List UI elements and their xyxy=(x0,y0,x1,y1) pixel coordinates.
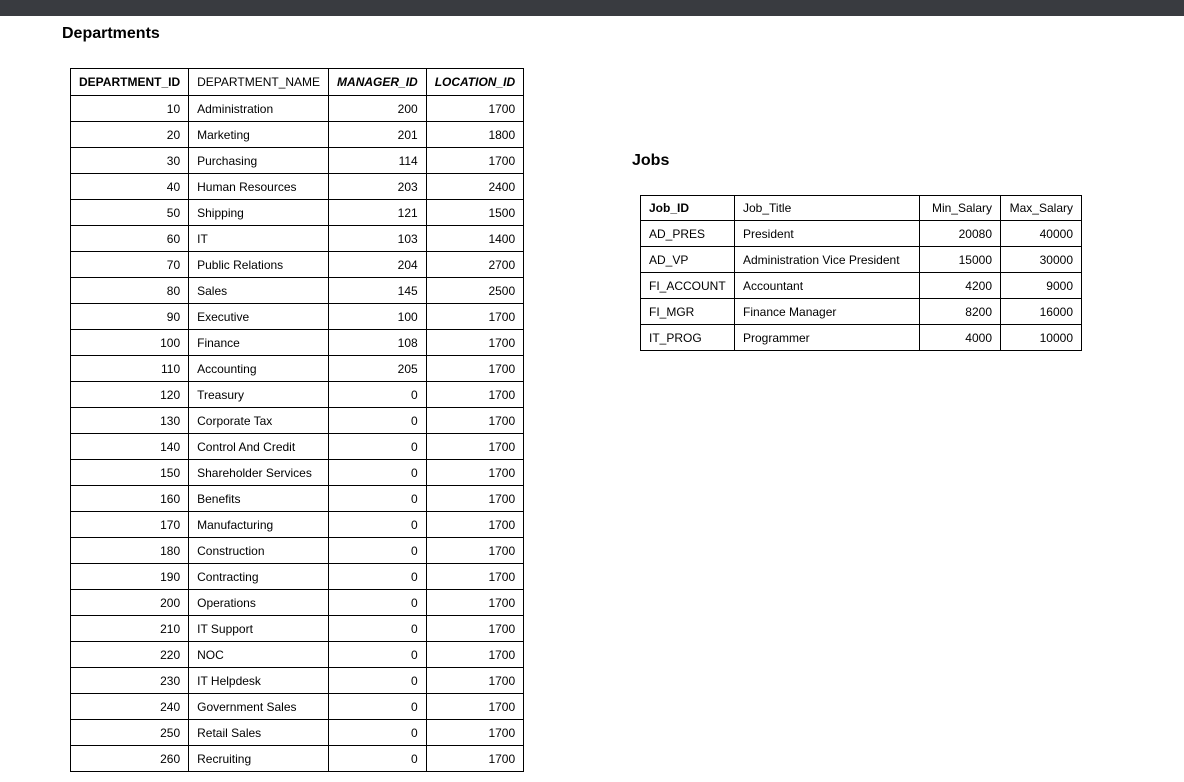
departments-title: Departments xyxy=(62,25,160,42)
table-row xyxy=(71,590,524,616)
table-row xyxy=(71,408,524,434)
table-cell: IT xyxy=(189,226,329,252)
table-cell: 1700 xyxy=(426,642,523,668)
table-cell: 205 xyxy=(329,356,427,382)
jobs-table xyxy=(640,195,1082,351)
table-cell: 0 xyxy=(329,720,427,746)
table-cell: 114 xyxy=(329,148,427,174)
table-cell: 204 xyxy=(329,252,427,278)
table-cell: 15000 xyxy=(920,247,1001,273)
table-cell: 1700 xyxy=(426,148,523,174)
table-cell: 200 xyxy=(329,96,427,122)
table-cell: 40 xyxy=(71,174,189,200)
table-cell: 16000 xyxy=(1001,299,1082,325)
table-row xyxy=(71,122,524,148)
table-cell: AD_VP xyxy=(641,247,735,273)
table-cell: 1700 xyxy=(426,746,523,772)
table-cell: Control And Credit xyxy=(189,434,329,460)
table-cell: 40000 xyxy=(1001,221,1082,247)
table-cell: AD_PRES xyxy=(641,221,735,247)
table-cell: Administration Vice President xyxy=(735,247,920,273)
table-cell: Retail Sales xyxy=(189,720,329,746)
table-row xyxy=(71,512,524,538)
table-cell: Government Sales xyxy=(189,694,329,720)
column-header: Job_Title xyxy=(735,196,920,221)
table-cell: 0 xyxy=(329,642,427,668)
table-cell: Executive xyxy=(189,304,329,330)
table-cell: 1700 xyxy=(426,304,523,330)
table-cell: 20080 xyxy=(920,221,1001,247)
table-cell: Treasury xyxy=(189,382,329,408)
table-cell: 1400 xyxy=(426,226,523,252)
table-cell: 0 xyxy=(329,408,427,434)
table-row xyxy=(641,221,1082,247)
table-cell: 108 xyxy=(329,330,427,356)
column-header: Min_Salary xyxy=(920,196,1001,221)
table-cell: 60 xyxy=(71,226,189,252)
table-row xyxy=(71,460,524,486)
table-cell: 0 xyxy=(329,382,427,408)
table-cell: Corporate Tax xyxy=(189,408,329,434)
table-cell: 120 xyxy=(71,382,189,408)
table-cell: NOC xyxy=(189,642,329,668)
table-row xyxy=(71,356,524,382)
table-row xyxy=(71,720,524,746)
table-cell: 1700 xyxy=(426,330,523,356)
table-cell: 0 xyxy=(329,564,427,590)
table-cell: 0 xyxy=(329,538,427,564)
table-cell: 1700 xyxy=(426,512,523,538)
table-cell: 210 xyxy=(71,616,189,642)
table-cell: Shareholder Services xyxy=(189,460,329,486)
table-row xyxy=(71,668,524,694)
table-row xyxy=(71,226,524,252)
table-cell: 0 xyxy=(329,746,427,772)
column-header: MANAGER_ID xyxy=(329,69,427,96)
table-row xyxy=(71,746,524,772)
table-row xyxy=(641,299,1082,325)
table-cell: 1700 xyxy=(426,590,523,616)
table-row xyxy=(71,96,524,122)
table-cell: IT_PROG xyxy=(641,325,735,351)
table-row xyxy=(71,330,524,356)
table-cell: Accounting xyxy=(189,356,329,382)
table-cell: 1700 xyxy=(426,356,523,382)
table-cell: 1700 xyxy=(426,720,523,746)
table-row xyxy=(71,174,524,200)
table-cell: 1700 xyxy=(426,694,523,720)
table-row xyxy=(71,538,524,564)
table-cell: Human Resources xyxy=(189,174,329,200)
table-row xyxy=(641,273,1082,299)
table-cell: 50 xyxy=(71,200,189,226)
table-row xyxy=(71,564,524,590)
table-cell: 4000 xyxy=(920,325,1001,351)
table-row xyxy=(71,304,524,330)
table-cell: 220 xyxy=(71,642,189,668)
table-cell: Shipping xyxy=(189,200,329,226)
departments-header-row xyxy=(71,69,524,96)
column-header: DEPARTMENT_ID xyxy=(71,69,189,96)
column-header: LOCATION_ID xyxy=(426,69,523,96)
table-cell: 0 xyxy=(329,616,427,642)
table-cell: Benefits xyxy=(189,486,329,512)
table-cell: 1700 xyxy=(426,434,523,460)
table-cell: 1500 xyxy=(426,200,523,226)
column-header: Job_ID xyxy=(641,196,735,221)
table-cell: 240 xyxy=(71,694,189,720)
table-cell: 70 xyxy=(71,252,189,278)
table-cell: 10 xyxy=(71,96,189,122)
table-cell: Recruiting xyxy=(189,746,329,772)
table-cell: 250 xyxy=(71,720,189,746)
table-cell: 1700 xyxy=(426,382,523,408)
table-cell: 260 xyxy=(71,746,189,772)
table-cell: Sales xyxy=(189,278,329,304)
jobs-title: Jobs xyxy=(632,152,670,169)
table-cell: 0 xyxy=(329,512,427,538)
table-cell: Administration xyxy=(189,96,329,122)
table-cell: 2700 xyxy=(426,252,523,278)
table-cell: 1700 xyxy=(426,408,523,434)
table-cell: FI_ACCOUNT xyxy=(641,273,735,299)
table-row xyxy=(71,642,524,668)
table-cell: 103 xyxy=(329,226,427,252)
table-cell: 20 xyxy=(71,122,189,148)
column-header: DEPARTMENT_NAME xyxy=(189,69,329,96)
table-row xyxy=(71,694,524,720)
table-cell: 9000 xyxy=(1001,273,1082,299)
table-cell: 0 xyxy=(329,694,427,720)
table-row xyxy=(71,200,524,226)
table-cell: 160 xyxy=(71,486,189,512)
table-row xyxy=(71,278,524,304)
table-cell: 2500 xyxy=(426,278,523,304)
table-cell: 100 xyxy=(71,330,189,356)
table-cell: Operations xyxy=(189,590,329,616)
table-row xyxy=(71,382,524,408)
table-cell: Accountant xyxy=(735,273,920,299)
table-cell: 203 xyxy=(329,174,427,200)
table-cell: 1700 xyxy=(426,564,523,590)
table-row xyxy=(641,325,1082,351)
table-cell: 1800 xyxy=(426,122,523,148)
table-cell: 1700 xyxy=(426,96,523,122)
table-cell: Purchasing xyxy=(189,148,329,174)
table-cell: 230 xyxy=(71,668,189,694)
top-bar xyxy=(0,0,1184,16)
table-cell: 2400 xyxy=(426,174,523,200)
table-cell: 90 xyxy=(71,304,189,330)
table-cell: 0 xyxy=(329,460,427,486)
table-cell: 190 xyxy=(71,564,189,590)
table-cell: 200 xyxy=(71,590,189,616)
table-cell: 30000 xyxy=(1001,247,1082,273)
table-cell: Programmer xyxy=(735,325,920,351)
table-cell: FI_MGR xyxy=(641,299,735,325)
table-cell: Contracting xyxy=(189,564,329,590)
table-cell: 1700 xyxy=(426,616,523,642)
table-cell: 201 xyxy=(329,122,427,148)
table-row xyxy=(71,148,524,174)
table-cell: 1700 xyxy=(426,486,523,512)
table-row xyxy=(71,434,524,460)
table-cell: 4200 xyxy=(920,273,1001,299)
column-header: Max_Salary xyxy=(1001,196,1082,221)
table-row xyxy=(71,486,524,512)
table-cell: 145 xyxy=(329,278,427,304)
table-cell: Finance xyxy=(189,330,329,356)
table-cell: 8200 xyxy=(920,299,1001,325)
table-cell: 0 xyxy=(329,434,427,460)
table-row xyxy=(71,252,524,278)
jobs-header-row xyxy=(641,196,1082,221)
table-cell: 180 xyxy=(71,538,189,564)
table-cell: 0 xyxy=(329,668,427,694)
table-cell: IT Support xyxy=(189,616,329,642)
table-cell: 1700 xyxy=(426,668,523,694)
table-cell: Finance Manager xyxy=(735,299,920,325)
table-cell: 0 xyxy=(329,486,427,512)
departments-table xyxy=(70,68,524,772)
table-cell: 10000 xyxy=(1001,325,1082,351)
table-row xyxy=(641,247,1082,273)
table-row xyxy=(71,616,524,642)
table-cell: IT Helpdesk xyxy=(189,668,329,694)
table-cell: 130 xyxy=(71,408,189,434)
table-cell: Marketing xyxy=(189,122,329,148)
table-cell: Construction xyxy=(189,538,329,564)
table-cell: 100 xyxy=(329,304,427,330)
table-cell: 170 xyxy=(71,512,189,538)
table-cell: 110 xyxy=(71,356,189,382)
table-cell: 1700 xyxy=(426,538,523,564)
table-cell: 150 xyxy=(71,460,189,486)
table-cell: 0 xyxy=(329,590,427,616)
table-cell: President xyxy=(735,221,920,247)
table-cell: 140 xyxy=(71,434,189,460)
table-cell: 80 xyxy=(71,278,189,304)
table-cell: 121 xyxy=(329,200,427,226)
table-cell: Manufacturing xyxy=(189,512,329,538)
table-cell: 1700 xyxy=(426,460,523,486)
table-cell: Public Relations xyxy=(189,252,329,278)
table-cell: 30 xyxy=(71,148,189,174)
